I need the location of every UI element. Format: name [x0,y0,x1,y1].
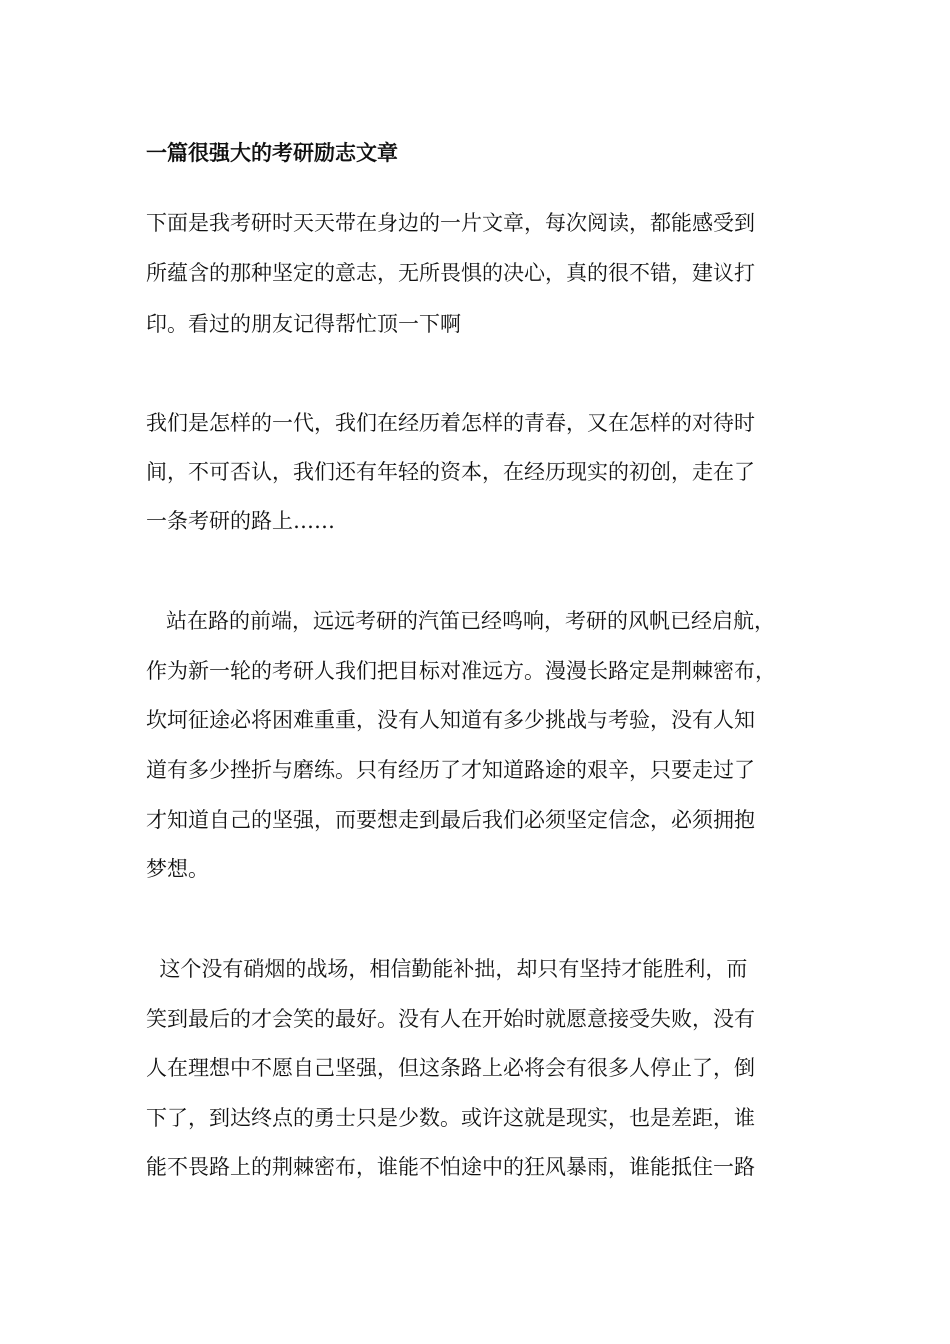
document-title: 一篇很强大的考研励志文章 [146,140,398,165]
paragraph-4-line-5: 能不畏路上的荆棘密布，谁能不怕途中的狂风暴雨，谁能抵住一路 [146,1155,755,1179]
paragraph-1-line-2: 所蕴含的那种坚定的意志，无所畏惧的决心，真的很不错，建议打 [146,261,755,285]
paragraph-4-line-1: 这个没有硝烟的战场，相信勤能补拙，却只有坚持才能胜利，而 [146,957,748,981]
paragraph-3-line-2: 作为新一轮的考研人我们把目标对准远方。漫漫长路定是荆棘密布， [146,659,776,683]
paragraph-3-line-5: 才知道自己的坚强，而要想走到最后我们必须坚定信念，必须拥抱 [146,808,755,832]
paragraph-4-line-2: 笑到最后的才会笑的最好。没有人在开始时就愿意接受失败，没有 [146,1007,755,1031]
paragraph-3-line-3: 坎坷征途必将困难重重，没有人知道有多少挑战与考验，没有人知 [146,708,755,732]
paragraph-3-line-1: 站在路的前端，远远考研的汽笛已经鸣响，考研的风帆已经启航， [146,609,776,633]
paragraph-2-line-1: 我们是怎样的一代，我们在经历着怎样的青春，又在怎样的对待时 [146,411,755,435]
paragraph-2-line-2: 间，不可否认，我们还有年轻的资本，在经历现实的初创，走在了 [146,460,755,484]
paragraph-1-line-3: 印。看过的朋友记得帮忙顶一下啊 [146,312,461,336]
paragraph-3-line-4: 道有多少挫折与磨练。只有经历了才知道路途的艰辛，只要走过了 [146,758,755,782]
paragraph-2-line-3: 一条考研的路上…… [146,509,335,533]
paragraph-1-line-1: 下面是我考研时天天带在身边的一片文章，每次阅读，都能感受到 [146,211,755,235]
paragraph-3-line-6: 梦想。 [146,857,209,881]
paragraph-4-line-4: 下了，到达终点的勇士只是少数。或许这就是现实，也是差距，谁 [146,1106,755,1130]
paragraph-4-line-3: 人在理想中不愿自己坚强，但这条路上必将会有很多人停止了，倒 [146,1056,755,1080]
